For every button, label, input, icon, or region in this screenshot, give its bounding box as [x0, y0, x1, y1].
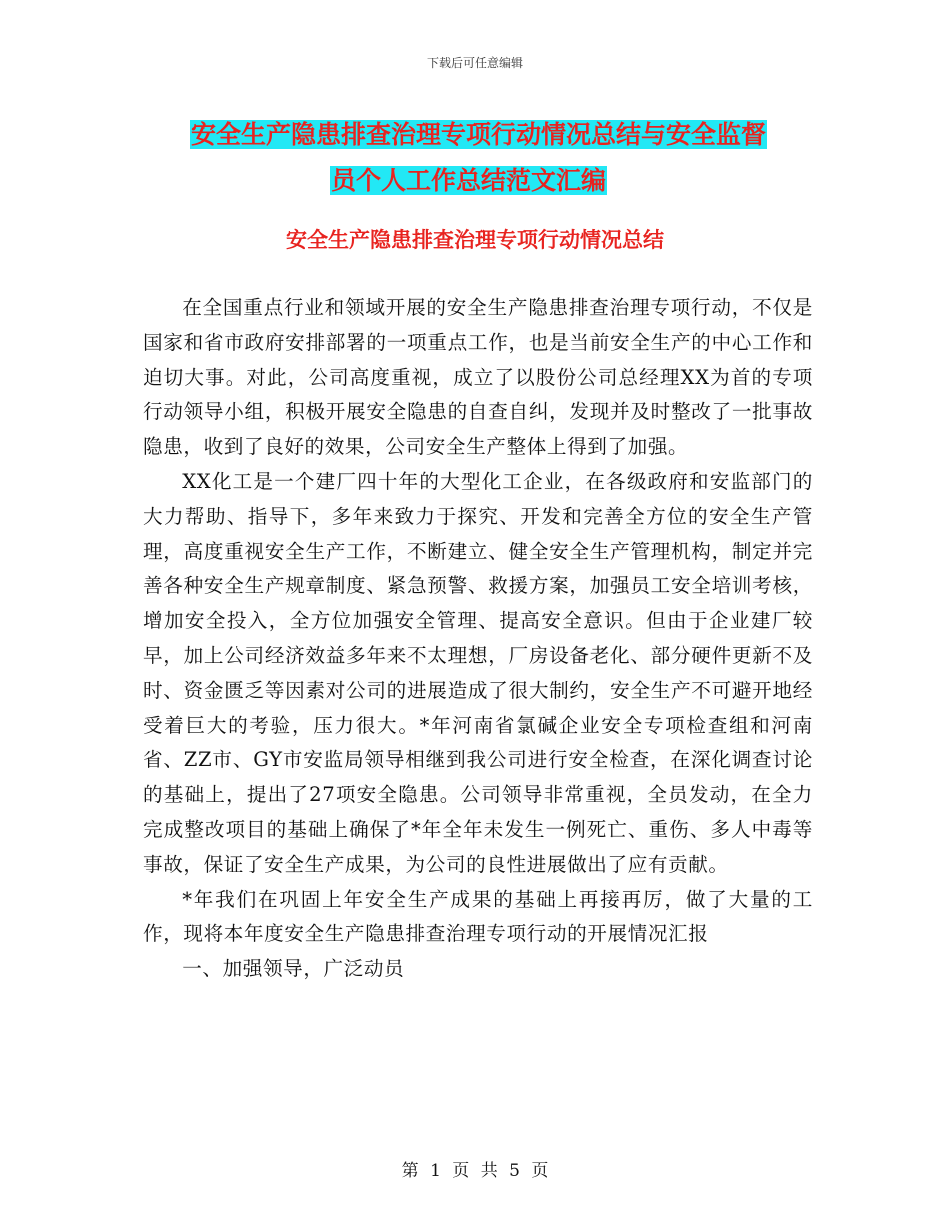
title-line-1: 安全生产隐患排查治理专项行动情况总结与安全监督	[191, 120, 767, 149]
body-text	[143, 291, 813, 987]
paragraph: *年我们在巩固上年安全生产成果的基础上再接再厉，做了大量的工作，现将本年度安全生产隐患排查治理专项行动的开展情况汇报	[143, 887, 813, 946]
page-footer: 第 1 页 共 5 页	[401, 1161, 549, 1181]
section-heading: 一、加强领导，广泛动员	[182, 957, 405, 981]
section-title: 安全生产隐患排查治理专项行动情况总结	[286, 228, 664, 252]
title-line-2: 员个人工作总结范文汇编	[331, 166, 607, 195]
paragraph: XX化工是一个建厂四十年的大型化工企业，在各级政府和安监部门的大力帮助、指导下，多年来致力于探究、开发和完善全方位的安全生产管理，高度重视安全生产工作，不断建立、健全安全生产管理机构，制定并完善各种安全生产规章制度、紧急预警、救援方案，加强员工安全培训考核，增加安全投入，全方位加强安全管理、提高安全意识。但由于企业建厂较早，加上公司经济效益多年来不太理想，厂房设备老化、部分硬件更新不及时、资金匮乏等因素对公司的进展造成了很大制约，安全生产不可避开地经受着巨大的考验，压力很大。*年河南省氯碱企业安全专项检查组和河南省、ZZ市、GY市安监局领导相继到我公司进行安全检查，在深化调查讨论的基础上，提出了27项安全隐患。公司领导非常重视，全员发动，在全力完成整改项目的基础上确保了*年全年未发生一例死亡、重伤、多人中毒等事故，保证了安全生产成果，为公司的良性进展做出了应有贡献。	[143, 469, 813, 876]
paragraph: 在全国重点行业和领域开展的安全生产隐患排查治理专项行动，不仅是国家和省市政府安排部署的一项重点工作，也是当前安全生产的中心工作和迫切大事。对此，公司高度重视，成立了以股份公司总经理XX为首的专项行动领导小组，积极开展安全隐患的自查自纠，发现并及时整改了一批事故隐患，收到了良好的效果，公司安全生产整体上得到了加强。	[143, 296, 813, 459]
document-title	[190, 112, 810, 204]
header-note: 下载后可任意编辑	[426, 56, 523, 70]
